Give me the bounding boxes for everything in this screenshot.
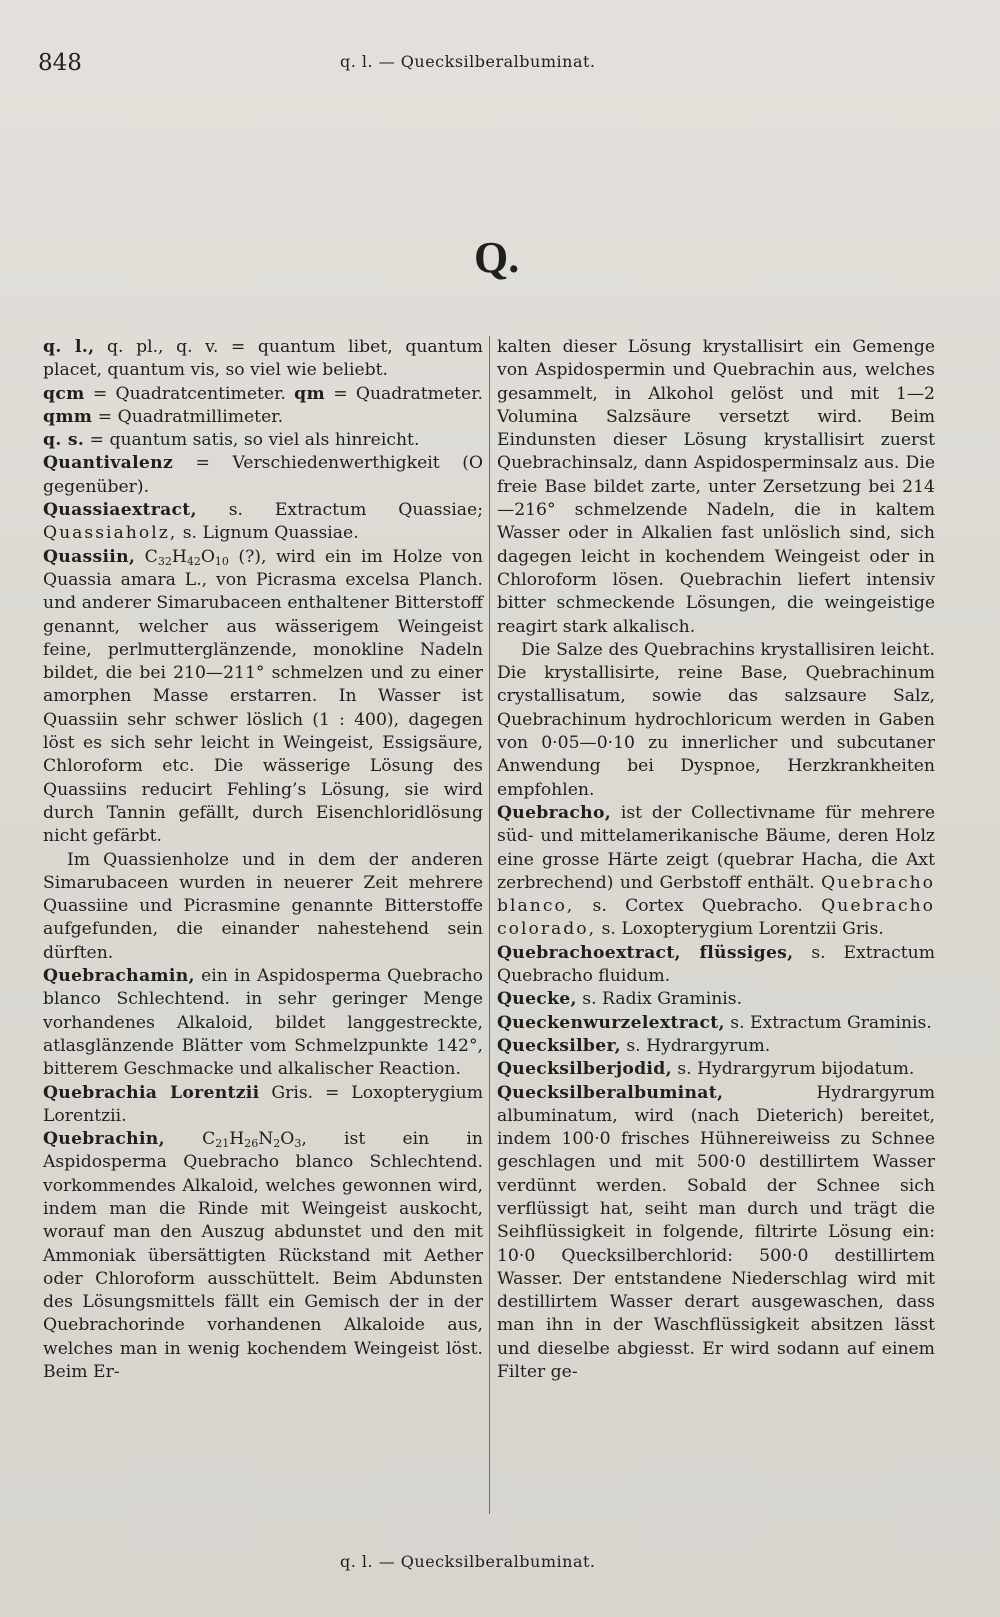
- headword: qm: [294, 383, 325, 404]
- headword: Quassiaextract,: [43, 500, 197, 521]
- entry-quebrachoextract: Quebrachoextract, flüssiges, s. Extractum Quebracho fluidum.: [497, 942, 935, 987]
- entry-quebrachamin: Quebrachamin, ein in Aspidosperma Quebracho blanco Schlechtend. in sehr geringer Menge vorhandenes Alkaloid, bildet langgestreckte, atlasglänzende Blätter vom Schmelzpunkte 142°, bitterem Geschmacke und alkalischer Reaction.: [43, 966, 483, 1080]
- headword: Quebrachin,: [43, 1129, 165, 1150]
- entry-quecksilber: Quecksilber, s. Hydrargyrum.: [497, 1035, 771, 1056]
- paragraph-quassiine: Im Quassienholze und in dem der anderen Simarubaceen wurden in neuerer Zeit mehrere Quassiine und Picrasmine genannte Bitterstoffe aufgefunden, die einander nahestehend sein dürften.: [43, 849, 483, 963]
- entry-queckenwurzelextract: Queckenwurzelextract, s. Extractum Graminis.: [497, 1012, 932, 1033]
- entry-quebrachin: Quebrachin, $C_{21}H_{26}N_2O_3$, ist ein in Aspidosperma Quebracho blanco Schlechtend. vorkommendes Alkaloid, welches gewonnen wird, indem man die Rinde mit Weingeist auskocht, worauf man den Auszug abdunstet und den mit Ammoniak übersättigten Rückstand mit Aether oder Chloroform ausschüttelt. Beim Abdunsten des Lösungsmittels fällt ein Gemisch der in der Quebrachorinde vorhandenen Alkaloide aus, welches man in wenig kochendem Weingeist löst. Beim Er-: [43, 1129, 483, 1383]
- entry-quebracho: Quebracho, ist der Collectivname für mehrere süd- und mittelamerikanische Bäume, deren Holz eine grosse Härte zeigt (quebrar Hacha, die Axt zerbrechend) und Gerbstoff enthält. Quebracho blanco, s. Cortex Quebracho. Quebracho colorado, s. Loxopterygium Lorentzii Gris.: [497, 802, 935, 940]
- entry-quecksilberjodid: Quecksilberjodid, s. Hydrargyrum bijodatum.: [497, 1059, 915, 1080]
- headword: Queckenwurzelextract,: [497, 1012, 725, 1033]
- entry-ql: q. l., q. pl., q. v. = quantum libet, quantum placet, quantum vis, so viel wie beliebt.: [43, 337, 483, 381]
- column-divider: [489, 336, 490, 1514]
- headword: q. l.,: [43, 337, 95, 357]
- headword: Quebrachoextract, flüssiges,: [497, 942, 794, 963]
- page-number: 848: [38, 50, 82, 76]
- entry-quassiaextract: Quassiaextract, s. Extractum Quassiae; Quassiaholz, s. Lignum Quassiae.: [43, 500, 483, 544]
- section-letter: Q.: [474, 233, 520, 282]
- headword: Quassiin,: [43, 546, 136, 567]
- headword: qcm: [43, 383, 85, 404]
- headword: qmm: [43, 406, 93, 427]
- headword: Quecke,: [497, 989, 577, 1010]
- headword: Quebracho,: [497, 802, 612, 823]
- entry-qcm: qcm = Quadratcentimeter. qm = Quadratmeter. qmm = Quadratmillimeter.: [43, 383, 483, 427]
- headword: Quantivalenz: [43, 453, 174, 474]
- running-head: q. l. — Quecksilberalbuminat.: [340, 52, 596, 71]
- entry-quebrachia: Quebrachia Lorentzii Gris. = Loxopterygium Lorentzii.: [43, 1082, 483, 1126]
- left-column: [43, 336, 483, 1384]
- formula: $C_{32}H_{42}O_{10}$: [135, 546, 229, 568]
- formula: $C_{21}H_{26}N_2O_3$: [164, 1129, 302, 1151]
- headword: Quebrachia Lorentzii: [43, 1082, 260, 1103]
- headword: q. s.: [43, 430, 85, 451]
- entry-qs: q. s. = quantum satis, so viel als hinreicht.: [43, 430, 420, 451]
- entry-quecksilberalbuminat: Quecksilberalbuminat, Hydrargyrum albuminatum, wird (nach Dieterich) bereitet, indem 100·0 frisches Hühnereiweiss zu Schnee geschlagen und mit 500·0 destillirtem Wasser verdünnt werden. Sobald der Schnee sich verflüssigt hat, seiht man durch und trägt die Seihflüssigkeit in folgende, filtrirte Lösung ein: 10·0 Quecksilberchlorid: 500·0 destillirtem Wasser. Der entstandene Niederschlag wird mit destillirtem Wasser derart ausgewaschen, dass man ihn in der Waschflüssigkeit absitzen lässt und dieselbe abgiesst. Er wird sodann auf einem Filter ge-: [497, 1082, 935, 1383]
- paragraph-salze: Die Salze des Quebrachins krystallisiren leicht. Die krystallisirte, reine Base, Quebrachinum crystallisatum, sowie das salzsaure Salz, Quebrachinum hydrochloricum werden in Gaben von 0·05—0·10 zu innerlicher und subcutaner Anwendung bei Dyspnoe, Herzkrankheiten empfohlen.: [497, 639, 935, 800]
- headword: Quebrachamin,: [43, 966, 195, 987]
- right-column: [497, 336, 935, 1384]
- entry-quecke: Quecke, s. Radix Graminis.: [497, 989, 743, 1010]
- footer-running-head: q. l. — Quecksilberalbuminat.: [340, 1552, 596, 1571]
- paragraph-continuation: kalten dieser Lösung krystallisirt ein Gemenge von Aspidospermin und Quebrachin aus, welches gesammelt, in Alkohol gelöst und mit 1—2 Volumina Salzsäure versetzt wird. Beim Eindunsten dieser Lösung krystallisirt zuerst Quebrachinsalz, dann Aspidosperminsalz aus. Die freie Base bildet zarte, unter Zersetzung bei 214—216° schmelzende Nadeln, die in kaltem Wasser oder in Alkalien fast unlöslich sind, sich dagegen leicht in kochendem Weingeist oder in Chloroform lösen. Quebrachin liefert intensiv bitter schmeckende Lösungen, die weingeistige reagirt stark alkalisch.: [497, 337, 935, 637]
- entry-quassiin: Quassiin, $C_{32}H_{42}O_{10}$ (?), wird ein im Holze von Quassia amara L., von Picrasma excelsa Planch. und anderer Simarubaceen enthaltener Bitterstoff genannt, welcher aus wässerigem Weingeist feine, perlmutterglänzende, monokline Nadeln bildet, die bei 210—211° schmelzen und zu einer amorphen Masse erstarren. In Wasser ist Quassiin sehr schwer löslich (1 : 400), dagegen löst es sich sehr leicht in Weingeist, Essigsäure, Chloroform etc. Die wässerige Lösung des Quassiins reducirt Fehling’s Lösung, sie wird durch Tannin gefällt, durch Eisenchloridlösung nicht gefärbt.: [43, 546, 483, 847]
- headword: Quecksilberjodid,: [497, 1059, 672, 1080]
- entry-quantivalenz: Quantivalenz = Verschiedenwerthigkeit (O gegenüber).: [43, 453, 483, 497]
- headword: Quecksilberalbuminat,: [497, 1082, 724, 1103]
- headword: Quecksilber,: [497, 1035, 621, 1056]
